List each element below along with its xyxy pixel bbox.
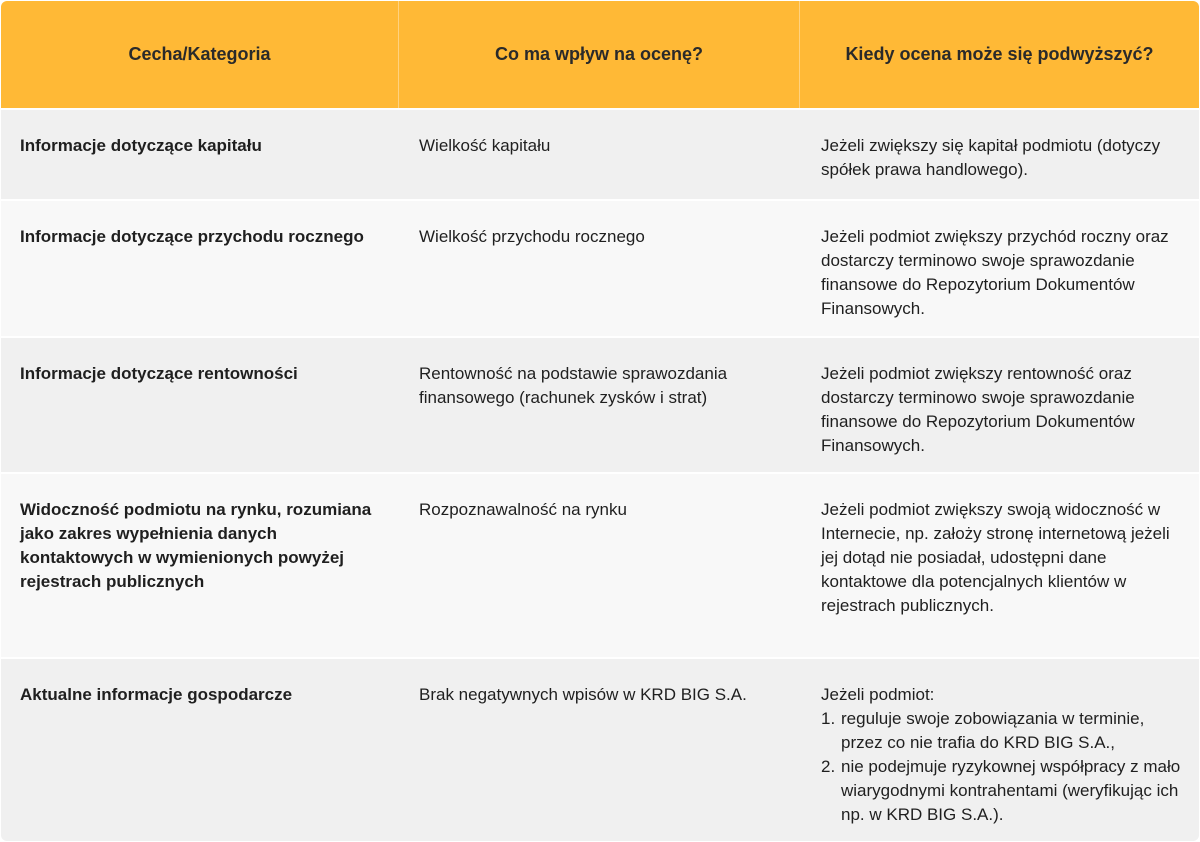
rating-criteria-table xyxy=(1,1,1199,841)
table-row xyxy=(1,472,1199,657)
header-improvement: Kiedy ocena może się podwyższyć? xyxy=(845,44,1154,64)
row-category: Informacje dotyczące kapitału xyxy=(20,136,262,155)
row-category: Informacje dotyczące przychodu rocznego xyxy=(20,227,364,246)
row-influence: Wielkość kapitału xyxy=(419,136,551,155)
row-improvement: Jeżeli podmiot zwiększy przychód roczny oraz dostarczy terminowo swoje sprawozdanie finansowe do Repozytorium Dokumentów Finansowych. xyxy=(821,227,1169,318)
row-improvement: Jeżeli podmiot zwiększy rentowność oraz dostarczy terminowo swoje sprawozdanie finansowe do Repozytorium Dokumentów Finansowych. xyxy=(821,364,1135,455)
row-category: Informacje dotyczące rentowności xyxy=(20,364,298,383)
header-category: Cecha/Kategoria xyxy=(1,1,399,108)
improvement-steps-list xyxy=(821,707,1181,827)
row-improvement: Jeżeli podmiot zwiększy swoją widoczność w Internecie, np. założy stronę internetową jeżeli jej dotąd nie posiadał, udostępni dane kontaktowe dla potencjalnych klientów w rejestrach publicznych. xyxy=(821,500,1170,615)
improvement-step: nie podejmuje ryzykownej współpracy z mało wiarygodnymi kontrahentami (weryfikując ich np. w KRD BIG S.A.). xyxy=(841,757,1181,824)
table-header-row xyxy=(1,1,1199,108)
row-influence: Wielkość przychodu rocznego xyxy=(419,227,645,246)
table-row xyxy=(1,199,1199,336)
row-influence: Rozpoznawalność na rynku xyxy=(419,500,627,519)
row-category: Aktualne informacje gospodarcze xyxy=(20,685,293,704)
row-influence: Rentowność na podstawie sprawozdania finansowego (rachunek zysków i strat) xyxy=(419,364,728,407)
table-row xyxy=(1,108,1199,199)
table-row xyxy=(1,657,1199,841)
improvement-step: reguluje swoje zobowiązania w terminie, przez co nie trafia do KRD BIG S.A., xyxy=(841,709,1145,752)
row-category: Widoczność podmiotu na rynku, rozumiana jako zakres wypełnienia danych kontaktowych w wymienionych powyżej rejestrach publicznych xyxy=(20,500,372,591)
header-influence: Co ma wpływ na ocenę? xyxy=(399,1,800,108)
row-improvement: Jeżeli zwiększy się kapitał podmiotu (dotyczy spółek prawa handlowego). xyxy=(821,136,1161,179)
improvement-intro: Jeżeli podmiot: xyxy=(821,685,935,704)
row-influence: Brak negatywnych wpisów w KRD BIG S.A. xyxy=(419,685,747,704)
table-row xyxy=(1,336,1199,472)
row-improvement xyxy=(800,659,1199,841)
